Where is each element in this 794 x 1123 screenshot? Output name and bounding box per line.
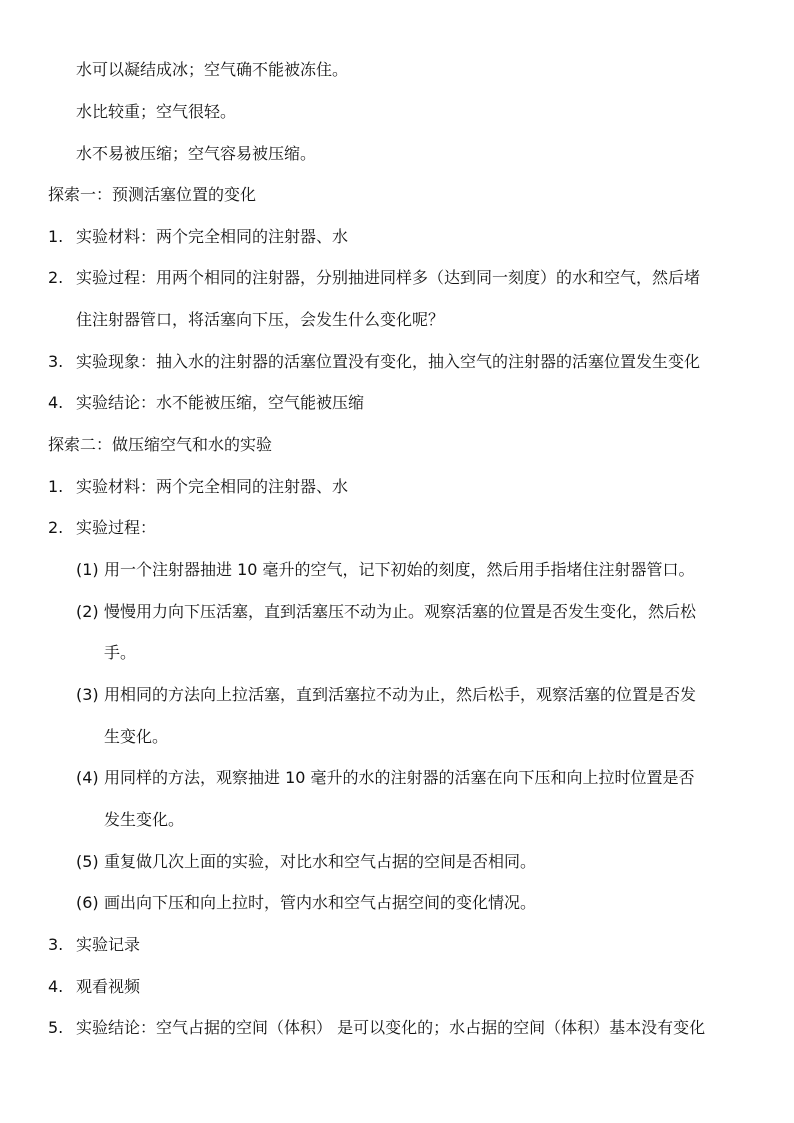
- step1-number: (1): [76, 560, 99, 579]
- step6-number: (6): [76, 893, 99, 912]
- explore1-item4-number: 4.: [48, 393, 64, 412]
- explore1-item2-text: 实验过程：用两个相同的注射器，分别抽进同样多（达到同一刻度）的水和空气，然后堵: [76, 268, 701, 287]
- step2-continuation: 手。: [104, 643, 137, 662]
- step5-text: 重复做几次上面的实验，对比水和空气占据的空间是否相同。: [104, 852, 537, 871]
- explore1-item2-number: 2.: [48, 268, 64, 287]
- step2-text: 慢慢用力向下压活塞，直到活塞压不动为止。观察活塞的位置是否发生变化，然后松: [104, 602, 697, 621]
- explore2-item3-number: 3.: [48, 935, 64, 954]
- intro-line-2: 水比较重；空气很轻。: [76, 102, 237, 121]
- intro-line-3: 水不易被压缩；空气容易被压缩。: [76, 144, 317, 163]
- intro-line-1: 水可以凝结成冰；空气确不能被冻住。: [76, 60, 349, 79]
- step4-text: 用同样的方法，观察抽进 10 毫升的水的注射器的活塞在向下压和向上拉时位置是否: [104, 768, 695, 787]
- explore1-item2-continuation: 住注射器管口，将活塞向下压，会发生什么变化呢？: [76, 310, 445, 329]
- explore2-item1-text: 实验材料：两个完全相同的注射器、水: [76, 477, 349, 496]
- explore1-item3-number: 3.: [48, 352, 64, 371]
- explore1-heading: 探索一：预测活塞位置的变化: [48, 185, 257, 204]
- explore2-item5-text: 实验结论：空气占据的空间（体积） 是可以变化的；水占据的空间（体积）基本没有变化: [76, 1018, 706, 1037]
- explore2-item5-number: 5.: [48, 1018, 64, 1037]
- explore2-item2-text: 实验过程：: [76, 518, 157, 537]
- explore2-item4-text: 观看视频: [76, 977, 141, 996]
- step4-number: (4): [76, 768, 99, 787]
- step6-text: 画出向下压和向上拉时，管内水和空气占据空间的变化情况。: [104, 893, 537, 912]
- explore1-item1-text: 实验材料：两个完全相同的注射器、水: [76, 227, 349, 246]
- step5-number: (5): [76, 852, 99, 871]
- step1-text: 用一个注射器抽进 10 毫升的空气，记下初始的刻度，然后用手指堵住注射器管口。: [104, 560, 695, 579]
- step4-continuation: 发生变化。: [104, 810, 185, 829]
- explore2-item1-number: 1.: [48, 477, 64, 496]
- explore2-item3-text: 实验记录: [76, 935, 141, 954]
- step3-text: 用相同的方法向上拉活塞，直到活塞拉不动为止，然后松手，观察活塞的位置是否发: [104, 685, 697, 704]
- step3-continuation: 生变化。: [104, 727, 169, 746]
- explore2-heading: 探索二：做压缩空气和水的实验: [48, 435, 273, 454]
- explore1-item1-number: 1.: [48, 227, 64, 246]
- explore1-item4-text: 实验结论：水不能被压缩，空气能被压缩: [76, 393, 365, 412]
- step2-number: (2): [76, 602, 99, 621]
- step3-number: (3): [76, 685, 99, 704]
- explore1-item3-text: 实验现象：抽入水的注射器的活塞位置没有变化，抽入空气的注射器的活塞位置发生变化: [76, 352, 701, 371]
- explore2-item2-number: 2.: [48, 518, 64, 537]
- explore2-item4-number: 4.: [48, 977, 64, 996]
